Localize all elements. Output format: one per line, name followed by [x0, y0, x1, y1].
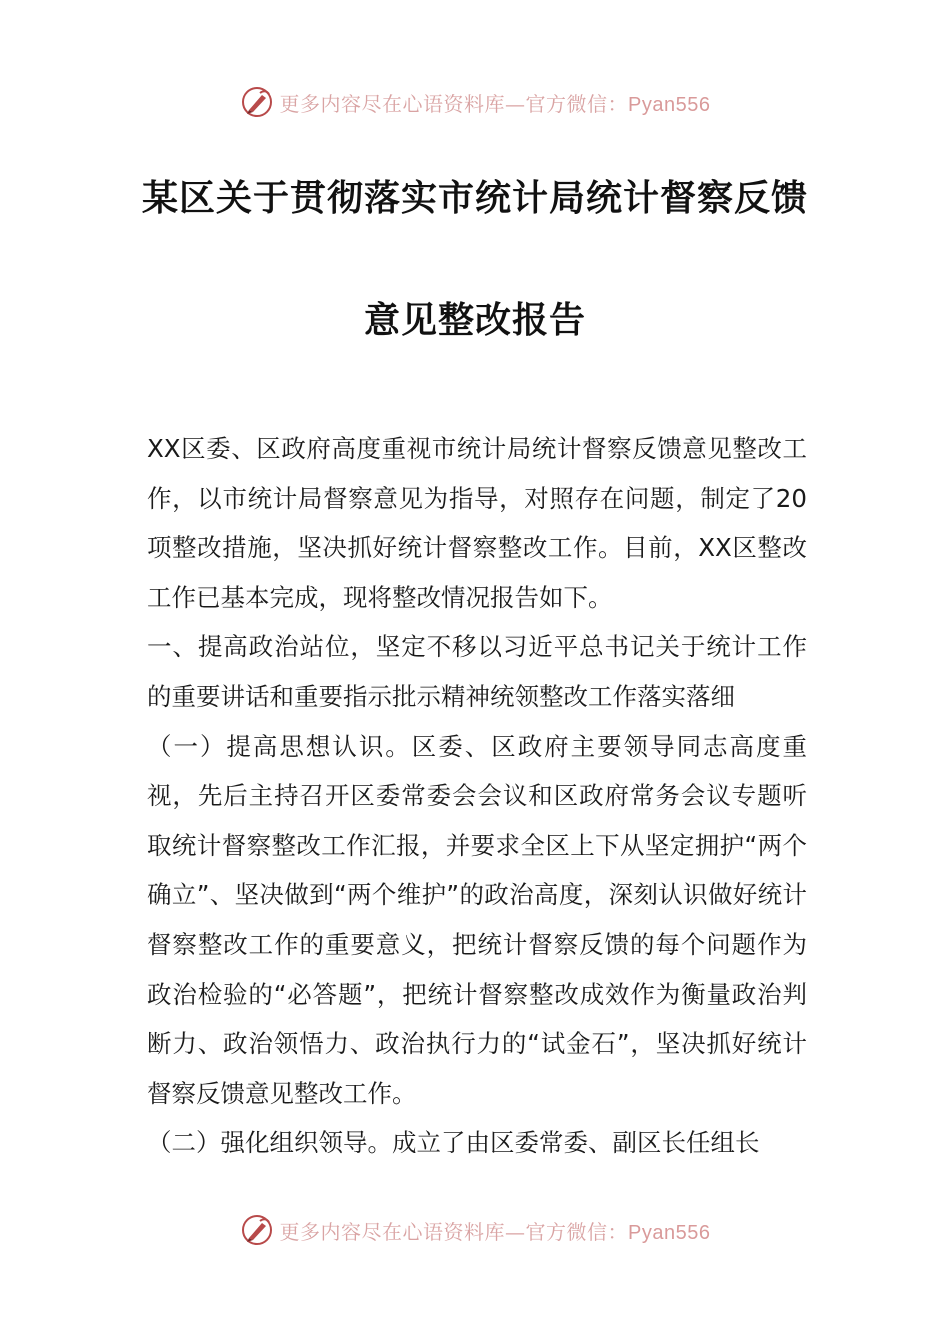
watermark-text: 更多内容尽在心语资料库—官方微信：Pyan556 — [279, 91, 711, 116]
pen-logo-icon — [240, 1213, 274, 1247]
wechat-id: Pyan556 — [628, 1221, 711, 1244]
footer-watermark-banner — [0, 1208, 950, 1252]
paragraph-intro: XX区委、区政府高度重视市统计局统计督察反馈意见整改工作，以市统计局督察意见为指导，对照存在问题，制定了20项整改措施，坚决抓好统计督察整改工作。目前，XX区整改工作已基本完成，现将整改情况报告如下。 — [147, 434, 807, 612]
document-body — [147, 424, 807, 1168]
paragraph-subsection-2: （二）强化组织领导。成立了由区委常委、副区长任组长 — [147, 1128, 760, 1158]
wechat-id: Pyan556 — [628, 93, 711, 116]
document-title-line-2: 意见整改报告 — [363, 299, 586, 341]
document-title-line-1: 某区关于贯彻落实市统计局统计督察反馈 — [141, 177, 808, 219]
paragraph-subsection-1: （一）提高思想认识。区委、区政府主要领导同志高度重视，先后主持召开区委常委会会议和区政府常务会议专题听取统计督察整改工作汇报，并要求全区上下从坚定拥护“两个确立”、坚决做到“两个维护”的政治高度，深刻认识做好统计督察整改工作的重要意义，把统计督察反馈的每个问题作为政治检验的“必答题”，把统计督察整改成效作为衡量政治判断力、政治领悟力、政治执行力的“试金石”，坚决抓好统计督察反馈意见整改工作。 — [147, 731, 807, 1108]
watermark-text: 更多内容尽在心语资料库—官方微信：Pyan556 — [279, 1219, 711, 1244]
section-heading-1: 一、提高政治站位，坚定不移以习近平总书记关于统计工作的重要讲话和重要指示批示精神统领整改工作落实落细 — [147, 632, 807, 711]
pen-logo-icon — [240, 85, 274, 119]
header-watermark-banner — [0, 80, 950, 124]
